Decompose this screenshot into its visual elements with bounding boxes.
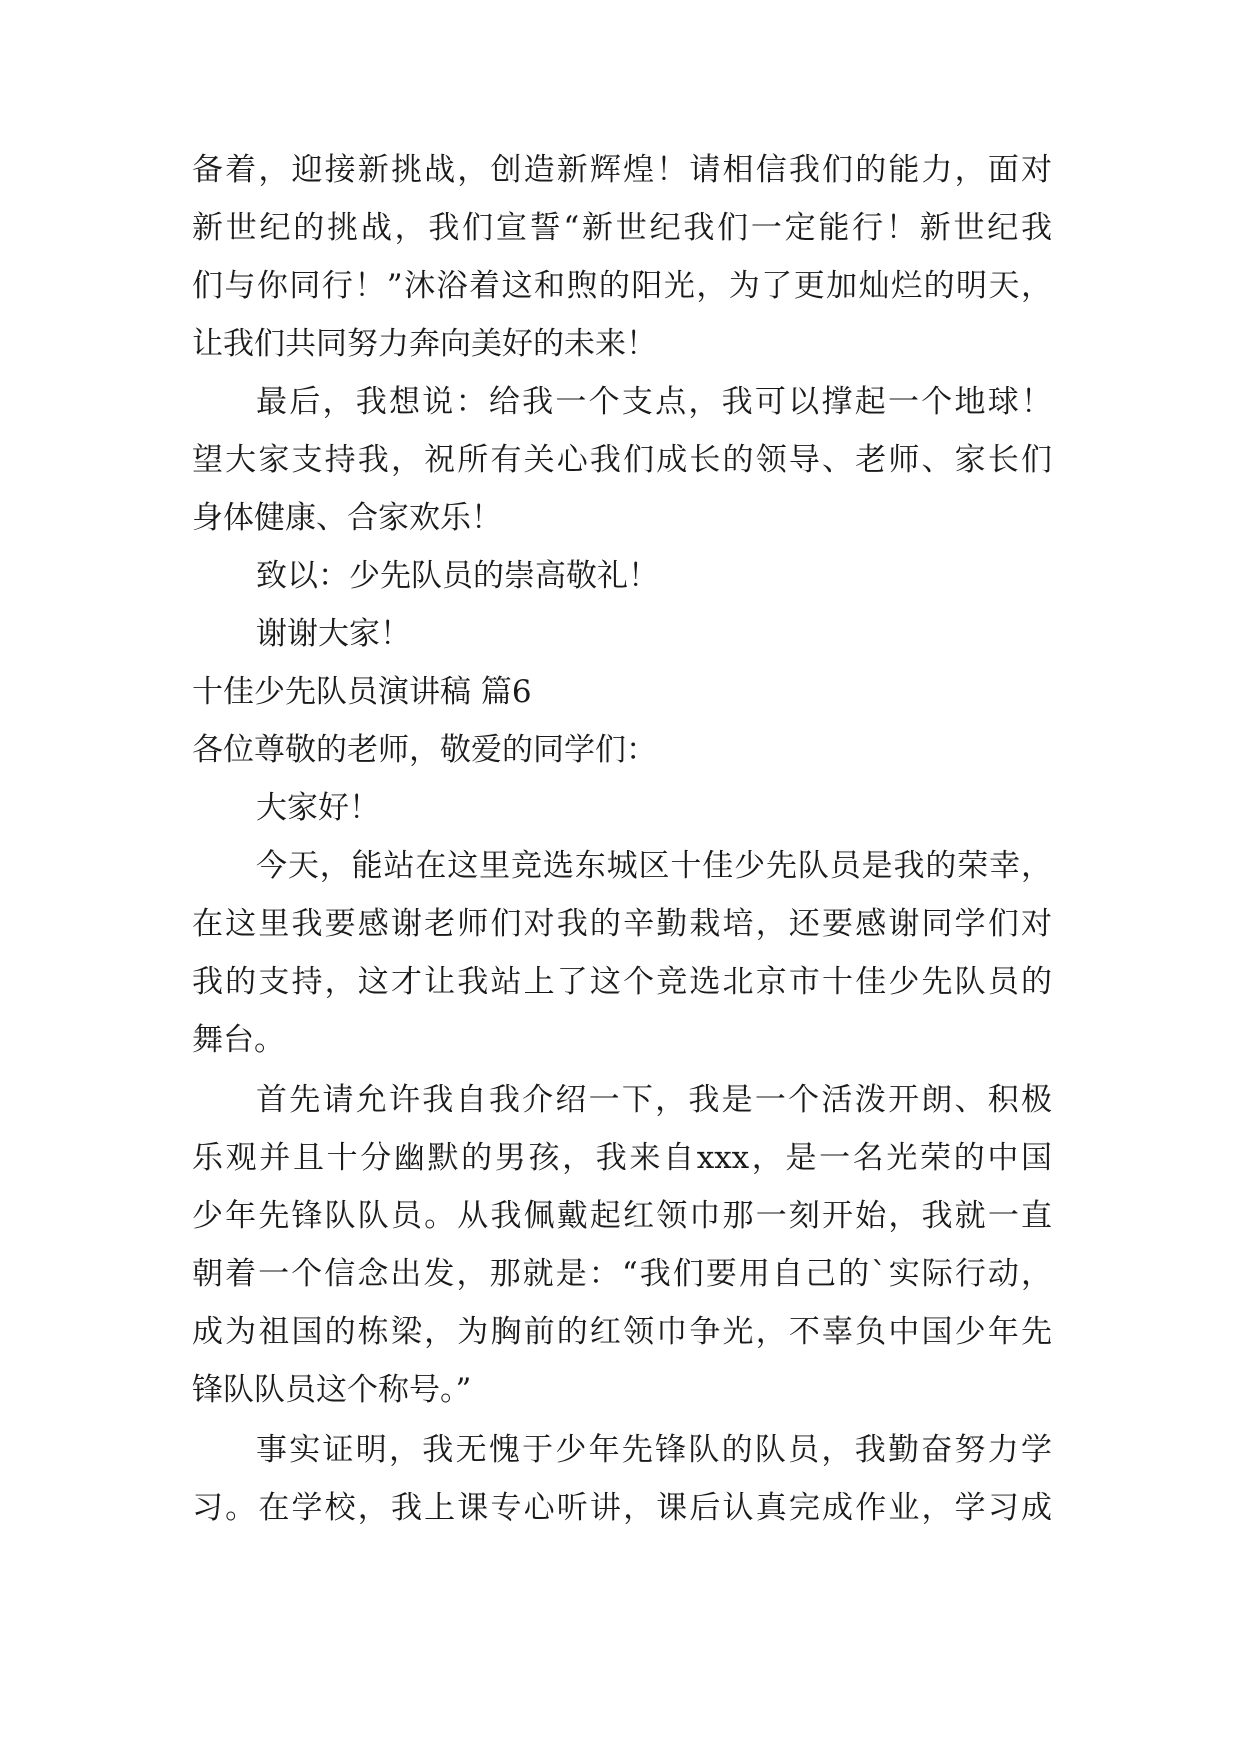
paragraph-line: 身体健康、合家欢乐！	[192, 500, 502, 536]
paragraph-line: 事实证明，我无愧于少年先锋队的队员，我勤奋努力学	[256, 1432, 1052, 1468]
paragraph-line: 我的支持，这才让我站上了这个竞选北京市十佳少先队员的	[192, 964, 1052, 1000]
paragraph-line: 舞台。	[192, 1022, 285, 1058]
paragraph-line: 乐观并且十分幽默的男孩，我来自xxx，是一名光荣的中国	[192, 1140, 1052, 1176]
paragraph-line: 少年先锋队队员。从我佩戴起红领巾那一刻开始，我就一直	[192, 1198, 1052, 1234]
paragraph-line: 们与你同行！”沐浴着这和煦的阳光，为了更加灿烂的明天，	[192, 268, 1052, 304]
paragraph-line: 望大家支持我，祝所有关心我们成长的领导、老师、家长们	[192, 442, 1052, 478]
paragraph-line: 谢谢大家！	[256, 616, 411, 652]
paragraph-line: 习。在学校，我上课专心听讲，课后认真完成作业，学习成	[192, 1490, 1052, 1526]
paragraph-line: 今天，能站在这里竞选东城区十佳少先队员是我的荣幸，	[256, 848, 1052, 884]
section-heading: 十佳少先队员演讲稿 篇6	[192, 674, 532, 710]
paragraph-line: 在这里我要感谢老师们对我的辛勤栽培，还要感谢同学们对	[192, 906, 1052, 942]
salutation: 各位尊敬的老师，敬爱的同学们：	[192, 732, 657, 768]
paragraph-line: 备着，迎接新挑战，创造新辉煌！请相信我们的能力，面对	[192, 152, 1052, 188]
greeting: 大家好！	[256, 790, 380, 826]
paragraph-line: 锋队队员这个称号。”	[192, 1372, 472, 1408]
paragraph-line: 成为祖国的栋梁，为胸前的红领巾争光，不辜负中国少年先	[192, 1314, 1052, 1350]
paragraph-line: 新世纪的挑战，我们宣誓“新世纪我们一定能行！新世纪我	[192, 210, 1052, 246]
paragraph-line: 致以：少先队员的崇高敬礼！	[256, 558, 659, 594]
paragraph-line: 让我们共同努力奔向美好的未来！	[192, 326, 657, 362]
paragraph-line: 首先请允许我自我介绍一下，我是一个活泼开朗、积极	[256, 1082, 1052, 1118]
paragraph-line: 最后，我想说：给我一个支点，我可以撑起一个地球！	[256, 384, 1052, 420]
paragraph-line: 朝着一个信念出发，那就是：“我们要用自己的`实际行动，	[192, 1256, 1052, 1292]
